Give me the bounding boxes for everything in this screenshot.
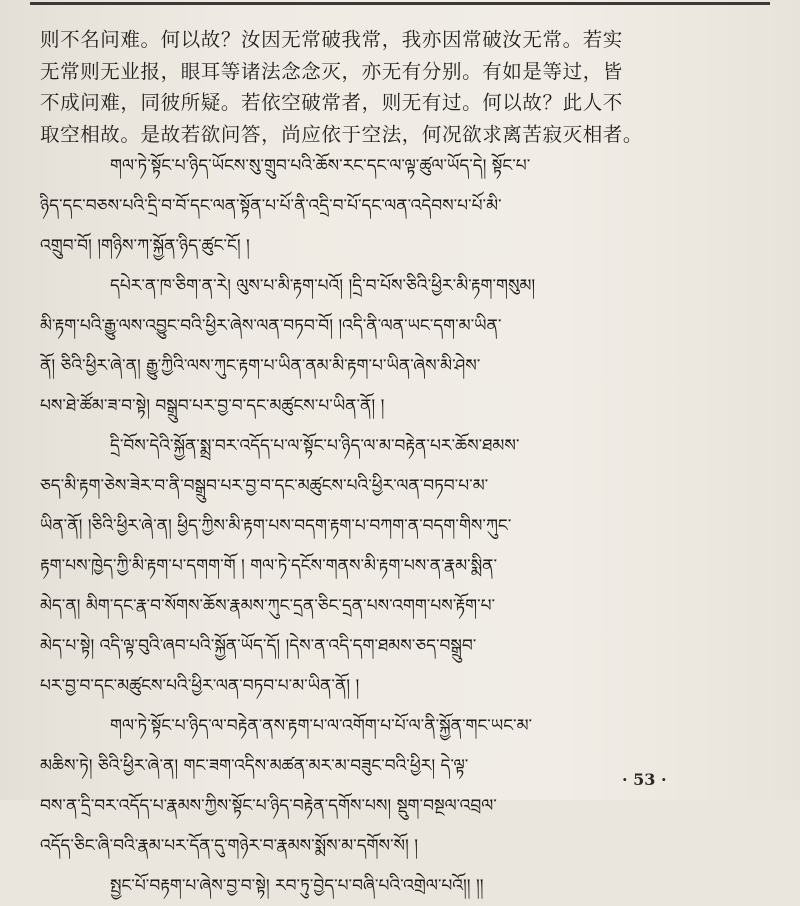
page-number: · 53 · xyxy=(622,770,667,789)
tibetan-line: ཡིན་ནོ། །ཅིའི་ཕྱིར་ཞེ་ན། ཕྱིད་ཀྱིས་མི་རྟག་པས་བདག་རྟག་པ་བཀག་ན་བདག་གིས་ཀུང་ xyxy=(40,516,512,536)
tibetan-paragraph xyxy=(40,866,780,906)
tibetan-line: པས་ཐེ་ཚོམ་ཟ་བ་སྟེ། བསྒྲུབ་པར་བྱ་བ་དང་མཚུངས་པ་ཡིན་ནོ། ། xyxy=(40,396,385,416)
chinese-line: 不成问难，同彼所疑。若依空破常者，则无有过。何以故？此人不 xyxy=(40,91,623,114)
tibetan-text xyxy=(40,146,780,906)
tibetan-line: གལ་ཏེ་སྟོང་པ་ཉིད་ཡོངས་སུ་གྲུབ་པའི་ཆོས་རང་དང་ལ་ལྟ་ཚུལ་ཡོད་དེ། སྟོང་པ་ xyxy=(110,156,531,176)
chinese-line: 则不名问难。何以故？汝因无常破我常，我亦因常破汝无常。若实 xyxy=(40,28,623,51)
tibetan-line: སྤྱང་པོ་བརྟག་པ་ཞེས་བྱ་བ་སྟེ། རབ་ཏུ་བྱེད་པ་བཞི་པའི་འགྲེལ་པའོ།། །། xyxy=(110,876,484,896)
tibetan-paragraph xyxy=(40,146,780,266)
tibetan-line: ཉིད་དང་བཅས་པའི་དྲི་བ་བོ་དང་ལན་སྟོན་པ་པོ་ནི་འདྲི་བ་པོ་དང་ལན་འདེབས་པ་པོ་མི་ xyxy=(40,196,502,216)
tibetan-paragraph xyxy=(40,266,780,426)
tibetan-line: དཔེར་ན་ཁ་ཅིག་ན་རེ། ལུས་པ་མི་རྟག་པའོ། །དྲི་བ་པོས་ཅིའི་ཕྱིར་མི་རྟག་གསུམ། xyxy=(110,276,536,296)
tibetan-line: ཅད་མི་རྟག་ཅེས་ཟེར་བ་ནི་བསྒྲུབ་པར་བྱ་བ་དང་མཚུངས་པའི་ཕྱིར་ལན་བཏབ་པ་མ་ xyxy=(40,476,489,496)
tibetan-line: མེད་པ་སྟེ། འདི་ལྟ་བུའི་ཞབ་པའི་སྐྱོན་ཡོད་དོ། །དེས་ན་འདི་དག་ཐམས་ཅད་བསྒྲུབ་ xyxy=(40,636,477,656)
tibetan-paragraph xyxy=(40,426,780,706)
tibetan-line: མེད་ན། མིག་དང་རྣ་བ་སོགས་ཆོས་རྣམས་ཀུང་དྲན་ཅིང་དྲན་པས་འགག་པས་རྟོག་པ་ xyxy=(40,596,496,616)
header-rule xyxy=(30,2,770,5)
tibetan-line: མི་རྟག་པའི་རྒྱུ་ལས་འབྱུང་བའི་ཕྱིར་ཞེས་ལན་བཏབ་བོ། །འདི་ནི་ལན་ཡང་དག་མ་ཡིན་ xyxy=(40,316,502,336)
tibetan-line: ནོ། ཅིའི་ཕྱིར་ཞེ་ན། རྒྱུ་ཀྱིའི་ལས་ཀུང་རྟག་པ་ཡིན་ནམ་མི་རྟག་པ་ཡིན་ཞེས་མི་ཤེས་ xyxy=(40,356,481,376)
tibetan-line: པར་བྱ་བ་དང་མཚུངས་པའི་ཕྱིར་ལན་བཏབ་པ་མ་ཡིན་ནོ། ། xyxy=(40,676,360,696)
tibetan-line: རྟག་པས་ཁྱེད་ཀྱི་མི་རྟག་པ་དགག་གོ ། གལ་ཏེ་དངོས་གནས་མི་རྟག་པས་ན་རྣམ་སྨིན་ xyxy=(40,556,498,576)
chinese-line: 无常则无业报，眼耳等诸法念念灭，亦无有分别。有如是等过，皆 xyxy=(40,59,623,83)
tibetan-line: གལ་ཏེ་སྟོང་པ་ཉིད་ལ་བརྟེན་ནས་རྟག་པ་ལ་འགོག་པ་པོ་ལ་ནི་སྐྱོན་གང་ཡང་མ་ xyxy=(110,716,533,736)
tibetan-line: འགྲུབ་བོ། །གཉིས་ཀ་སྐྱོན་ཉིད་ཚུང་ངོ། ། xyxy=(40,236,250,256)
tibetan-paragraph xyxy=(40,706,780,866)
chinese-line: 取空相故。是故若欲问答，尚应依于空法，何况欲求离苦寂灭相者。 xyxy=(40,122,644,146)
tibetan-line: མཆིས་ཏེ། ཅིའི་ཕྱིར་ཞེ་ན། གང་ཟག་འདིས་མཚན་མར་མ་བཟུང་བའི་ཕྱིར། དེ་ལྟ་ xyxy=(40,756,469,776)
tibetan-line: འདོད་ཅིང་ཞི་བའི་རྣམ་པར་དོན་དུ་གཉེར་བ་རྣམས་སྨོས་མ་དགོས་སོ། ། xyxy=(40,836,418,856)
chinese-paragraph xyxy=(40,24,780,150)
tibetan-line: དྲི་བོས་དེའི་སྐྱོན་སྨྲ་བར་འདོད་པ་ལ་སྟོང་པ་ཉིད་ལ་མ་བརྟེན་པར་ཆོས་ཐམས་ xyxy=(110,436,520,456)
tibetan-line: བས་ན་དྲི་བར་འདོད་པ་རྣམས་ཀྱིས་སྟོང་པ་ཉིད་བརྟེན་དགོས་པས། སྡུག་བསྔལ་འབྲལ་ xyxy=(40,796,497,816)
